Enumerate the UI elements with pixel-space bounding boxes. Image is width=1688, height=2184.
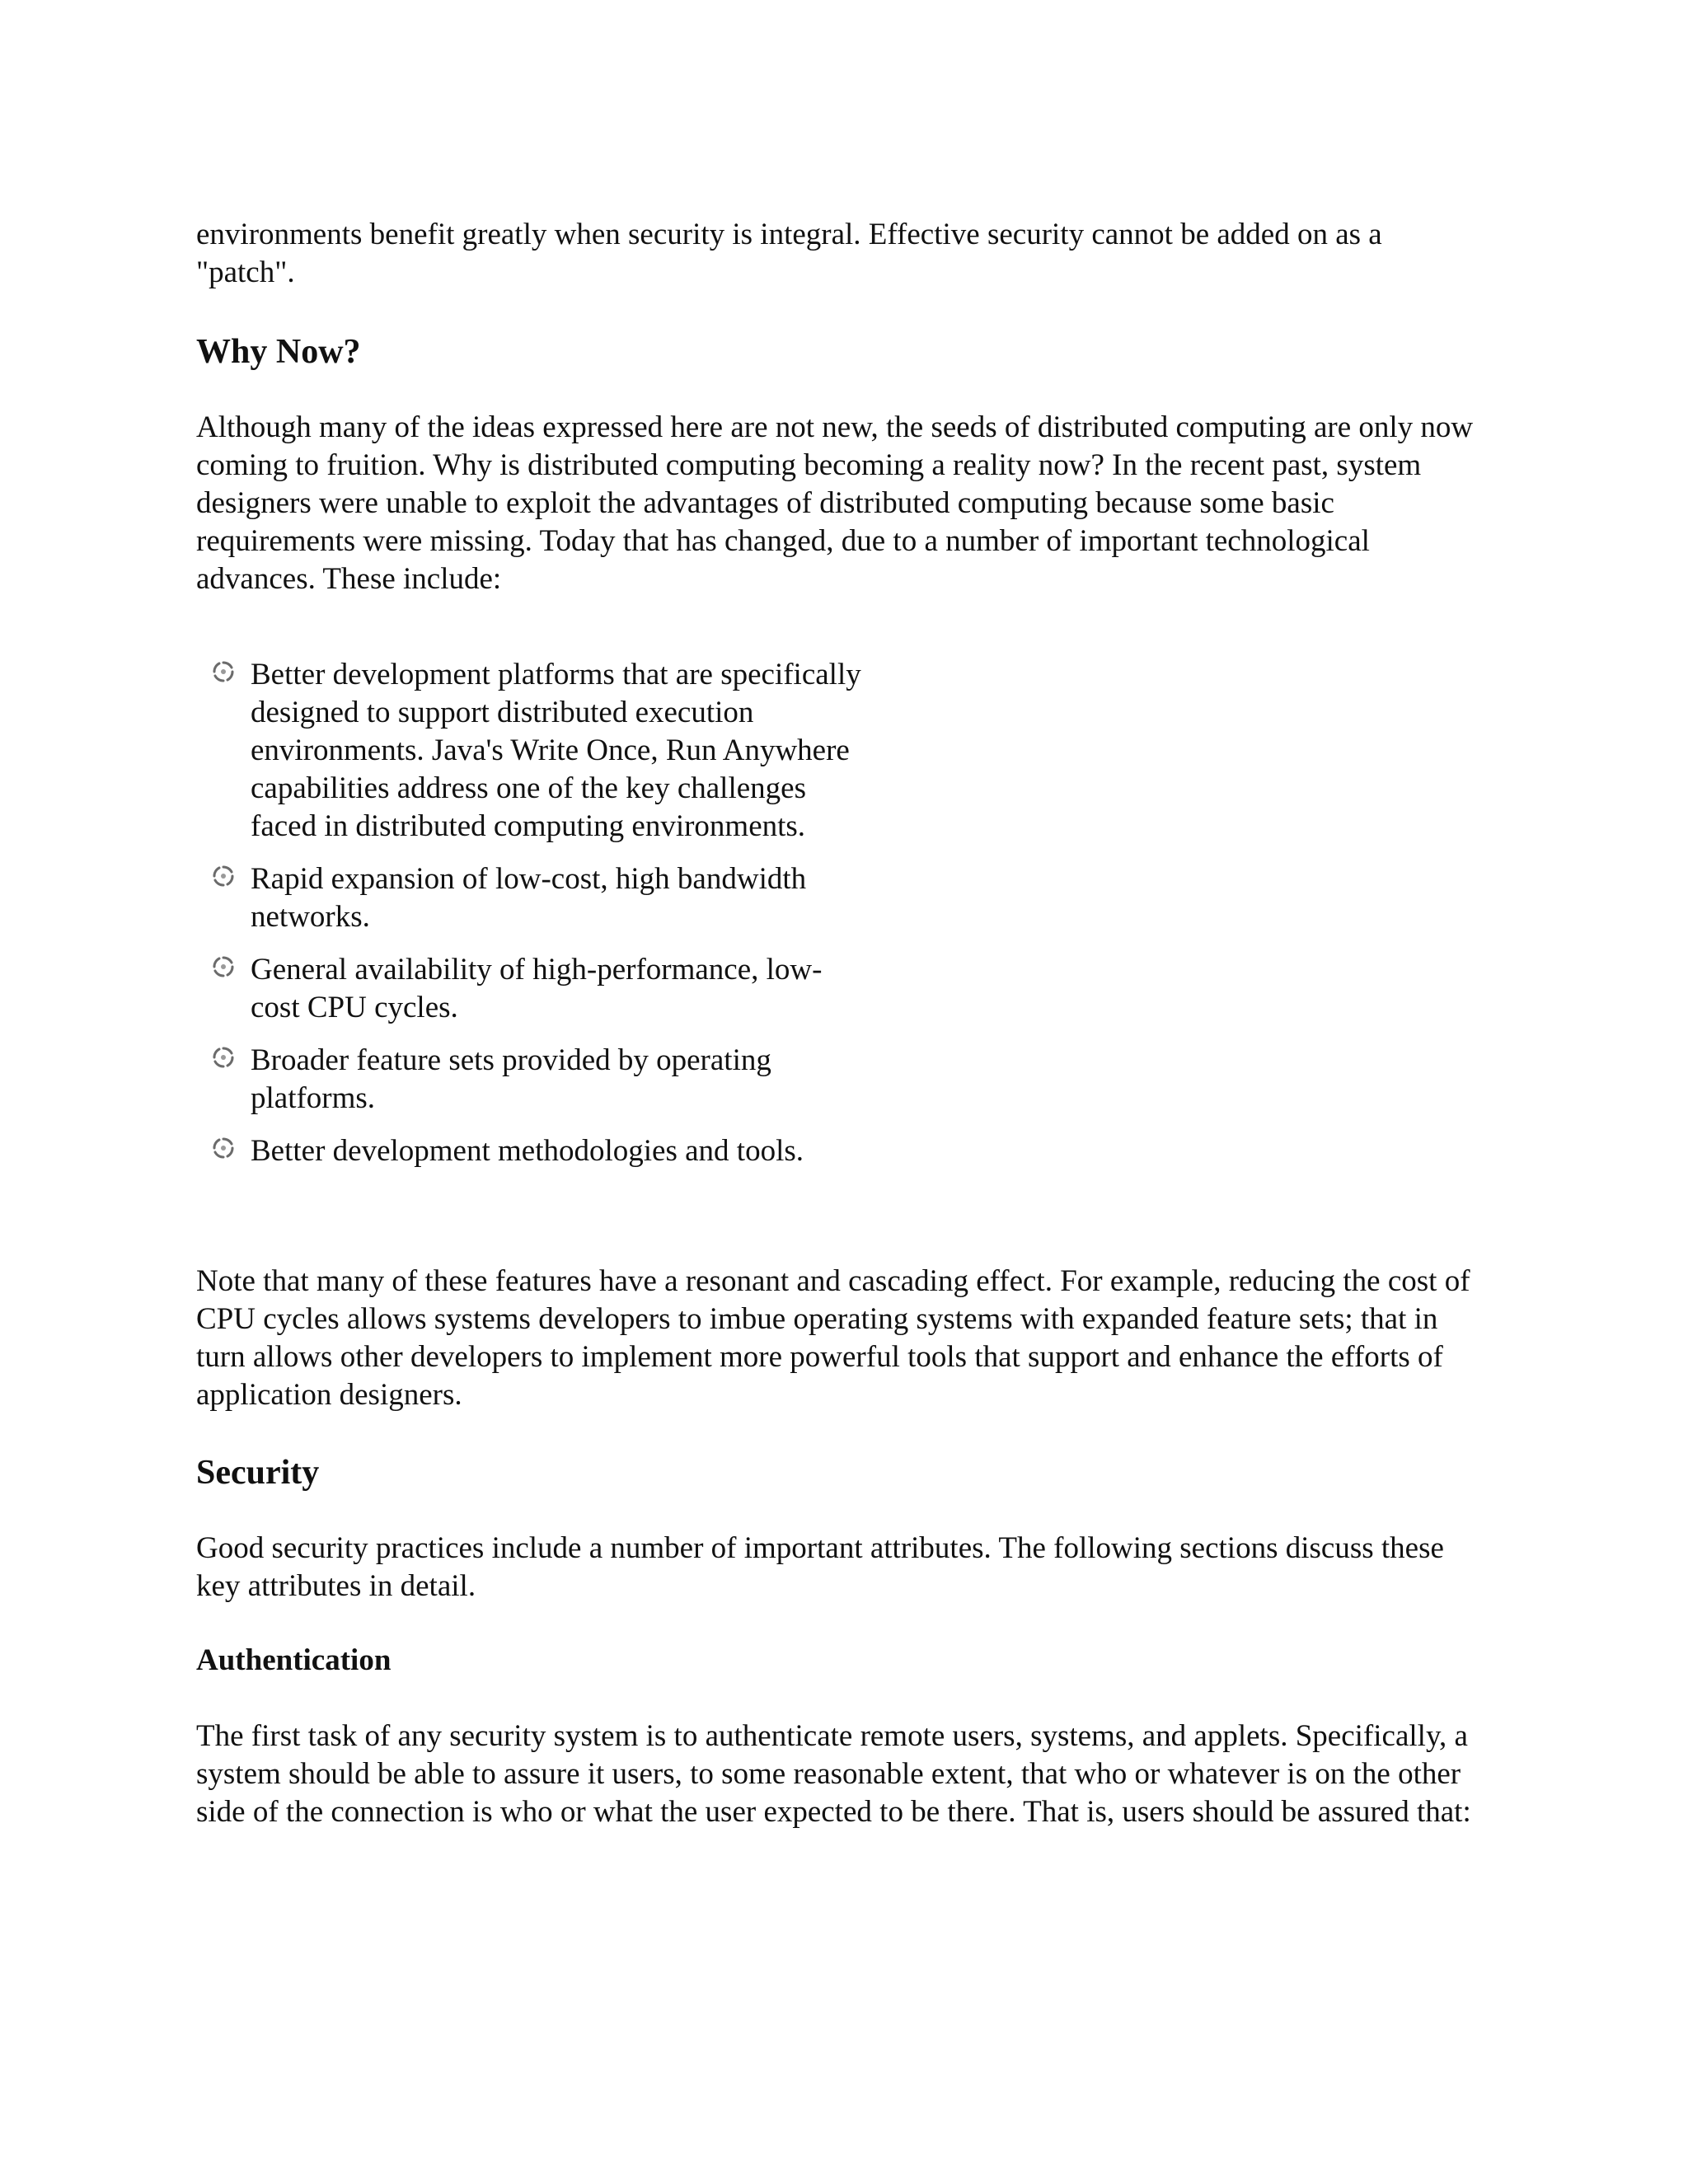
list-item-text: General availability of high-performance, low-cost CPU cycles.	[251, 953, 823, 1024]
pinwheel-bullet-icon	[211, 659, 236, 684]
intro-paragraph: environments benefit greatly when security is integral. Effective security cannot be added on as a "patch".	[196, 218, 1382, 289]
security-heading: Security	[196, 1454, 320, 1492]
list-item-text: Better development methodologies and tools.	[251, 1134, 804, 1168]
advances-list	[211, 656, 870, 1185]
list-item	[211, 1042, 870, 1118]
pinwheel-bullet-icon	[211, 864, 236, 888]
list-item-text: Better development platforms that are specifically designed to support distributed execution environments. Java's Write Once, Run Anywhere capabilities address one of the key challenges faced in distributed computing environments.	[251, 658, 861, 843]
pinwheel-bullet-icon	[211, 1136, 236, 1160]
why-now-heading: Why Now?	[196, 333, 361, 371]
security-paragraph: Good security practices include a number of important attributes. The following sections discuss these key attributes in detail.	[196, 1531, 1444, 1603]
list-item	[211, 951, 870, 1027]
list-item-text: Rapid expansion of low-cost, high bandwidth networks.	[251, 862, 807, 934]
list-item	[211, 860, 870, 936]
list-item	[211, 1132, 870, 1170]
pinwheel-bullet-icon	[211, 954, 236, 979]
authentication-heading: Authentication	[196, 1643, 392, 1677]
authentication-paragraph: The first task of any security system is to authenticate remote users, systems, and applets. Specifically, a system should be able to assure it users, to some reasonable extent, that who or whatever is on the other side of the connection is who or what the user expected to be there. That is, users should be assured that:	[196, 1719, 1471, 1829]
list-item-text: Broader feature sets provided by operating platforms.	[251, 1043, 771, 1115]
list-item	[211, 656, 870, 846]
why-now-paragraph: Although many of the ideas expressed here are not new, the seeds of distributed computing are only now coming to fruition. Why is distributed computing becoming a reality now? In the recent past, system designers were unable to exploit the advantages of distributed computing because some basic requirements were missing. Today that has changed, due to a number of important technological advances. These include:	[196, 410, 1474, 596]
pinwheel-bullet-icon	[211, 1045, 236, 1070]
why-now-closing-paragraph: Note that many of these features have a resonant and cascading effect. For example, reducing the cost of CPU cycles allows systems developers to imbue operating systems with expanded feature sets; that in turn allows other developers to implement more powerful tools that support and enhance the efforts of application designers.	[196, 1264, 1470, 1412]
